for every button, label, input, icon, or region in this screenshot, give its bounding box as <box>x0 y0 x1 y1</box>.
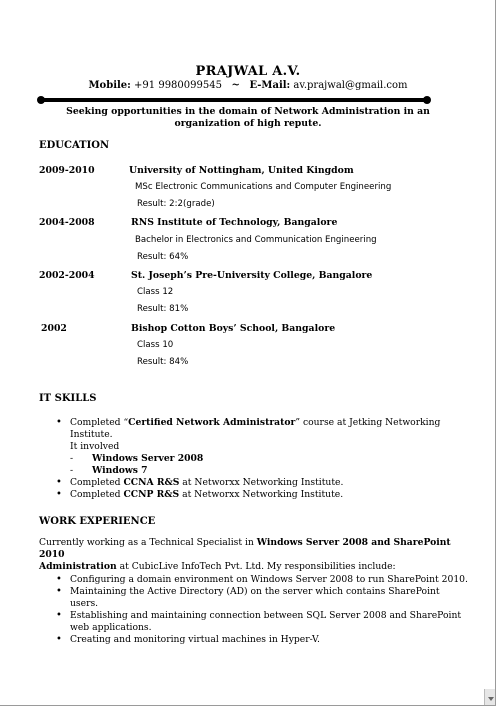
education-year-3: 2002-2004 <box>39 270 95 281</box>
it-skills-heading: IT SKILLS <box>39 393 97 404</box>
skill-3-text-pre: Completed <box>70 489 124 500</box>
candidate-name: PRAJWAL A.V. <box>195 64 301 79</box>
list-item <box>39 477 469 489</box>
email-label: E-Mail: <box>249 80 291 91</box>
skill-2-ccna: CCNA R&S <box>123 477 180 488</box>
education-result-1: Result: 2:2(grade) <box>137 199 215 209</box>
skill-3-ccnp: CCNP R&S <box>123 489 180 500</box>
skill-2-text-post: at Networxx Networking Institute. <box>179 477 344 488</box>
skill-sub-windows-7: Windows 7 <box>92 465 148 476</box>
work-intro-bold-1: Windows Server 2008 and SharePoint 2010 <box>39 537 451 560</box>
list-item <box>39 489 469 501</box>
education-institution-4: Bishop Cotton Boys’ School, Bangalore <box>131 323 336 334</box>
education-year-1: 2009-2010 <box>39 165 95 176</box>
work-intro <box>39 537 469 573</box>
skill-1-text-line2: It involved <box>70 441 120 452</box>
sub-dash: - <box>70 453 74 464</box>
contact-line <box>0 80 496 91</box>
list-item: • Configuring a domain environment on Windows Server 2008 to run SharePoint 2010. <box>39 574 469 586</box>
mobile-number: +91 9980099545 <box>134 80 222 91</box>
education-result-2: Result: 64% <box>137 252 189 262</box>
list-item: • Establishing and maintaining connection between SQL Server 2008 and SharePoint web applications. <box>39 610 469 634</box>
work-experience-heading: WORK EXPERIENCE <box>39 516 156 527</box>
list-item-sub <box>39 465 469 477</box>
skill-1-certification: Certified Network Administrator <box>128 417 296 428</box>
education-institution-1: University of Nottingham, United Kingdom <box>129 165 354 176</box>
education-course-2: Bachelor in Electronics and Communication Engineering <box>135 235 377 245</box>
education-year-2: 2004-2008 <box>39 217 95 228</box>
header-divider <box>40 98 428 102</box>
divider-left-cap <box>37 96 45 104</box>
work-intro-bold-2: Administration <box>39 561 117 572</box>
education-course-1: MSc Electronic Communications and Computer Engineering <box>135 182 392 192</box>
responsibilities-list <box>39 574 469 646</box>
skill-3-text-post: at Networxx Networking Institute. <box>179 489 344 500</box>
it-skills-list <box>39 417 469 501</box>
divider-right-cap <box>423 96 431 104</box>
education-institution-3: St. Joseph’s Pre-University College, Bangalore <box>131 270 373 281</box>
skill-1-text-pre: Completed “ <box>70 417 129 428</box>
list-item: • Maintaining the Active Directory (AD) on the server which contains SharePoint users. <box>39 586 469 610</box>
work-intro-text-1: Currently working as a Technical Specialist in <box>39 537 257 548</box>
list-item <box>39 417 469 453</box>
skill-1-text-post: ” course at Jetking Networking Institute. <box>70 417 441 440</box>
education-heading: EDUCATION <box>39 140 110 151</box>
education-institution-2: RNS Institute of Technology, Bangalore <box>131 217 338 228</box>
education-result-3: Result: 81% <box>137 304 189 314</box>
objective-statement: Seeking opportunities in the domain of Network Administration in an organization of high repute. <box>66 106 430 129</box>
list-item-sub <box>39 453 469 465</box>
education-course-4: Class 10 <box>137 340 174 350</box>
sub-dash: - <box>70 465 74 476</box>
education-course-3: Class 12 <box>137 287 174 297</box>
work-intro-text-2: at CubicLive InfoTech Pvt. Ltd. My responsibilities include: <box>116 561 396 572</box>
education-result-4: Result: 84% <box>137 357 189 367</box>
skill-sub-windows-server: Windows Server 2008 <box>92 453 204 464</box>
email-address: av.prajwal@gmail.com <box>293 80 408 91</box>
contact-separator: ~ <box>231 80 240 91</box>
education-year-4: 2002 <box>41 323 67 334</box>
skill-2-text-pre: Completed <box>70 477 124 488</box>
list-item: • Creating and monitoring virtual machines in Hyper-V. <box>39 634 469 646</box>
mobile-label: Mobile: <box>88 80 131 91</box>
scroll-down-arrow-icon[interactable] <box>484 689 495 705</box>
